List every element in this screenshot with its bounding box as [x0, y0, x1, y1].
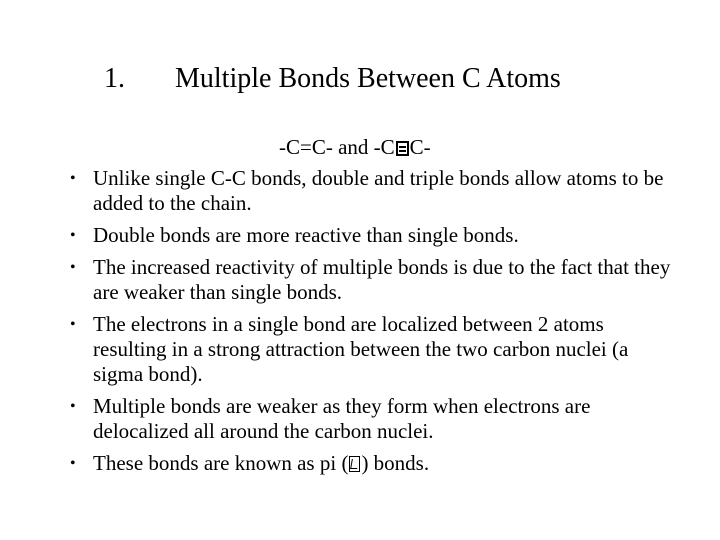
bullet-item: [70, 394, 680, 444]
bullet-item: [70, 451, 680, 476]
pi-glyph-icon: [349, 456, 360, 472]
bullet-text-end: ) bonds.: [361, 451, 430, 475]
bullet-item: [70, 223, 680, 248]
bullet-icon: •: [70, 316, 76, 333]
bullet-text: Unlike single C-C bonds, double and triple bonds allow atoms to be added to the chain.: [93, 166, 664, 215]
slide-title: [0, 62, 720, 102]
bullet-text: Double bonds are more reactive than single bonds.: [93, 223, 519, 247]
bullet-text: The electrons in a single bond are localized between 2 atoms resulting in a strong attraction between the two carbon nuclei (a sigma bond).: [93, 312, 629, 386]
bullet-item: [70, 166, 680, 216]
bullet-text-start: These bonds are known as pi (: [93, 451, 349, 475]
bullet-icon: •: [70, 170, 76, 187]
bullet-text: The increased reactivity of multiple bonds is due to the fact that they are weaker than single bonds.: [93, 255, 671, 304]
subtitle-text-end: C-: [409, 135, 431, 159]
title-text: Multiple Bonds Between C Atoms: [175, 63, 561, 94]
bullet-item: [70, 312, 680, 387]
triple-bond-glyph-icon: [396, 141, 409, 156]
bullet-icon: •: [70, 227, 76, 244]
bullet-icon: •: [70, 398, 76, 415]
bullet-item: [70, 255, 680, 305]
bullet-icon: •: [70, 259, 76, 276]
bullet-list: [70, 166, 680, 483]
subtitle-text-start: -C=C- and -C: [279, 135, 395, 159]
title-number: 1.: [104, 63, 125, 94]
bond-formula-subtitle: [279, 134, 431, 160]
bullet-icon: •: [70, 455, 76, 472]
bullet-text: Multiple bonds are weaker as they form when electrons are delocalized all around the carbon nuclei.: [93, 394, 591, 443]
